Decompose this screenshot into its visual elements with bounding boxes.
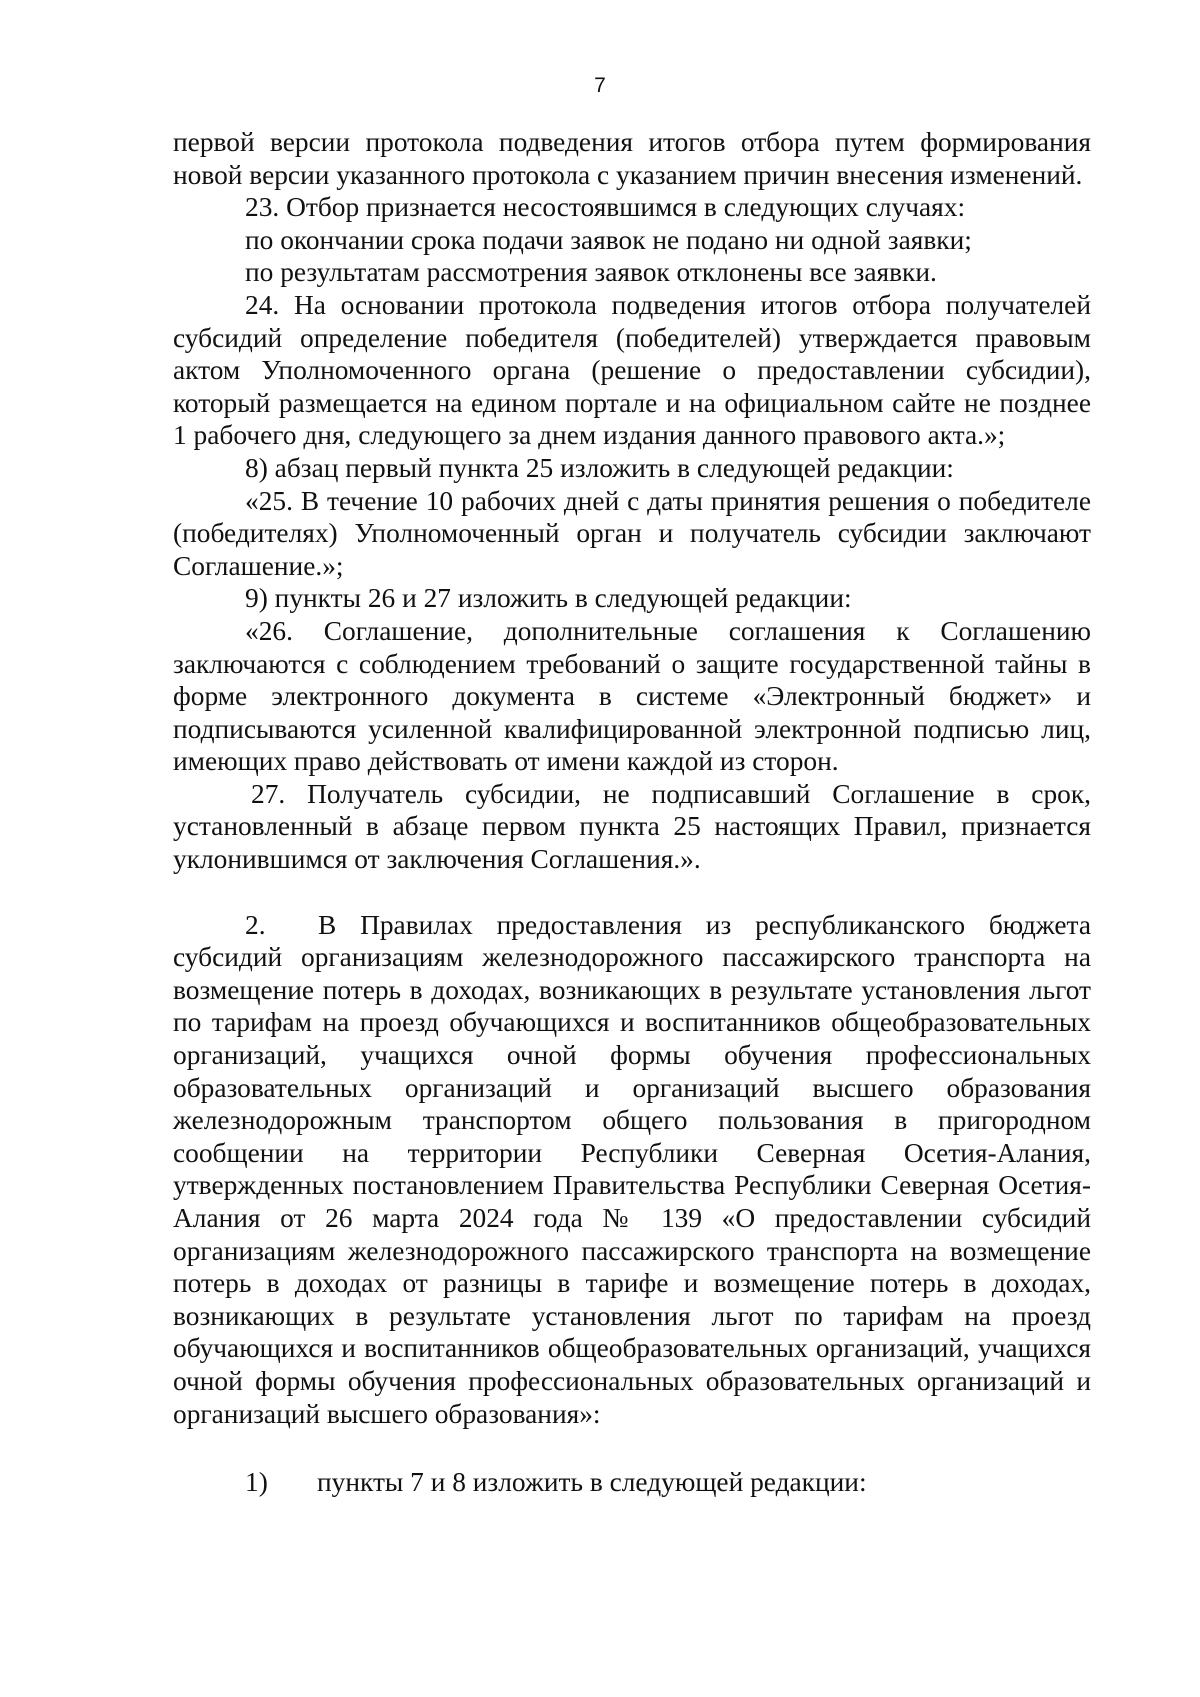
paragraph-case-1: по окончании срока подачи заявок не подано ни одной заявки;	[245, 224, 972, 255]
paragraph-continuation: первой версии протокола подведения итогов отбора путем формирования новой версии указанного протокола с указанием причин внесения изменений.	[173, 127, 1091, 190]
paragraph-amendment-9: 9) пункты 26 и 27 изложить в следующей редакции:	[245, 583, 852, 614]
paragraph-amendment-8: 8) абзац первый пункта 25 изложить в следующей редакции:	[245, 452, 954, 483]
section-2-text: В Правилах предоставления из республиканского бюджета субсидий организациям железнодорожного пассажирского транспорта на возмещение потерь в доходах, возникающих в результате установления льгот по тарифам на проезд обучающихся и воспитанников общеобразовательных организаций, учащихся очной формы обучения профессиональных образовательных организаций и организаций высшего образования железнодорожным транспортом общего пользования в пригородном сообщении на территории Республики Северная Осетия-Алания, утвержденных постановлением Правительства Республики Северная Осетия-Алания от 26 марта 2024 года № 139 «О предоставлении субсидий организациям железнодорожного пассажирского транспорта на возмещение потерь в доходах от разницы в тарифе и возмещение потерь в доходах, возникающих в результате установления льгот по тарифам на проезд обучающихся и воспитанников общеобразовательных организаций, учащихся очной формы обучения профессиональных образовательных организаций и организаций высшего образования»:	[173, 909, 1091, 1429]
list-item-1-text: пункты 7 и 8 изложить в следующей редакции:	[317, 1467, 867, 1498]
section-2-number: 2.	[245, 909, 266, 940]
paragraph-clause-25: «25. В течение 10 рабочих дней с даты принятия решения о победителе (победителях) Уполномоченный орган и получатель субсидии заключают Соглашение.»;	[173, 485, 1091, 581]
page-number: 7	[594, 74, 606, 97]
list-item-1	[173, 1466, 1091, 1499]
list-item-1-number: 1)	[245, 1467, 268, 1498]
paragraph-clause-26: «26. Соглашение, дополнительные соглашения к Соглашению заключаются с соблюдением требований о защите государственной тайны в форме электронного документа в системе «Электронный бюджет» и подписываются усиленной квалифицированной электронной подписью лиц, имеющих право действовать от имени каждой из сторон.	[173, 615, 1091, 777]
paragraph-case-2: по результатам рассмотрения заявок отклонены все заявки.	[245, 257, 937, 288]
paragraph-clause-27: 27. Получатель субсидии, не подписавший Соглашение в срок, установленный в абзаце первом пункта 25 настоящих Правил, признается уклонившимся от заключения Соглашения.».	[173, 778, 1091, 875]
paragraph-clause-24: 24. На основании протокола подведения итогов отбора получателей субсидий определение победителя (победителей) утверждается правовым актом Уполномоченного органа (решение о предоставлении субсидии), который размещается на едином портале и на официальном сайте не позднее 1 рабочего дня, следующего за днем издания данного правового акта.»;	[173, 289, 1091, 451]
paragraph-section-2	[173, 909, 1091, 1431]
paragraph-clause-23: 23. Отбор признается несостоявшимся в следующих случаях:	[245, 192, 966, 223]
document-body	[173, 126, 1091, 1499]
